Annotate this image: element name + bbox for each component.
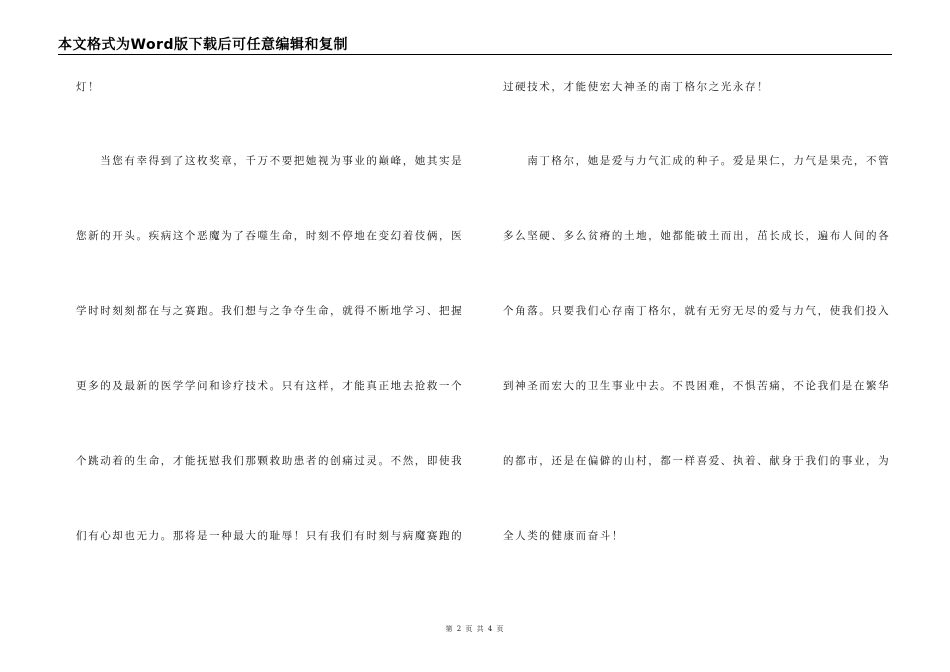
text-line: 到神圣而宏大的卫生事业中去。不畏困难，不惧苦痛，不论我们是在繁华 <box>503 380 891 392</box>
text-line: 个跳动着的生命，才能抚慰我们那颗救助患者的创痛过灵。不然，即使我 <box>76 455 464 467</box>
text-line: 学时时刻刻都在与之赛跑。我们想与之争夺生命，就得不断地学习、把握 <box>76 305 464 317</box>
text-line: 当您有幸得到了这枚奖章，千万不要把她视为事业的巅峰，她其实是 <box>76 155 464 167</box>
text-line: 多么坚硬、多么贫瘠的土地，她都能破土而出，茁长成长，遍布人间的各 <box>503 230 891 242</box>
text-line: 的都市，还是在偏僻的山村，都一样喜爱、执着、献身于我们的事业，为 <box>503 455 891 467</box>
text-line: 个角落。只要我们心存南丁格尔，就有无穷无尽的爱与力气，使我们投入 <box>503 305 891 317</box>
text-line: 南丁格尔，她是爱与力气汇成的种子。爱是果仁，力气是果壳，不管 <box>503 155 891 167</box>
text-line: 过硬技术，才能使宏大神圣的南丁格尔之光永存！ <box>503 81 770 93</box>
text-line: 全人类的健康而奋斗！ <box>503 530 624 542</box>
header-divider <box>58 54 892 55</box>
page-number-footer: 第 2 页 共 4 页 <box>445 625 505 633</box>
text-line: 灯！ <box>76 81 101 93</box>
text-line: 更多的及最新的医学学问和诊疗技术。只有这样，才能真正地去抢救一个 <box>76 380 464 392</box>
page-header-title: 本文格式为Word版下载后可任意编辑和复制 <box>58 37 348 53</box>
text-line: 您新的开头。疾病这个恶魔为了吞噬生命，时刻不停地在变幻着伎俩，医 <box>76 230 464 242</box>
text-line: 们有心却也无力。那将是一种最大的耻辱！只有我们有时刻与病魔赛跑的 <box>76 530 464 542</box>
